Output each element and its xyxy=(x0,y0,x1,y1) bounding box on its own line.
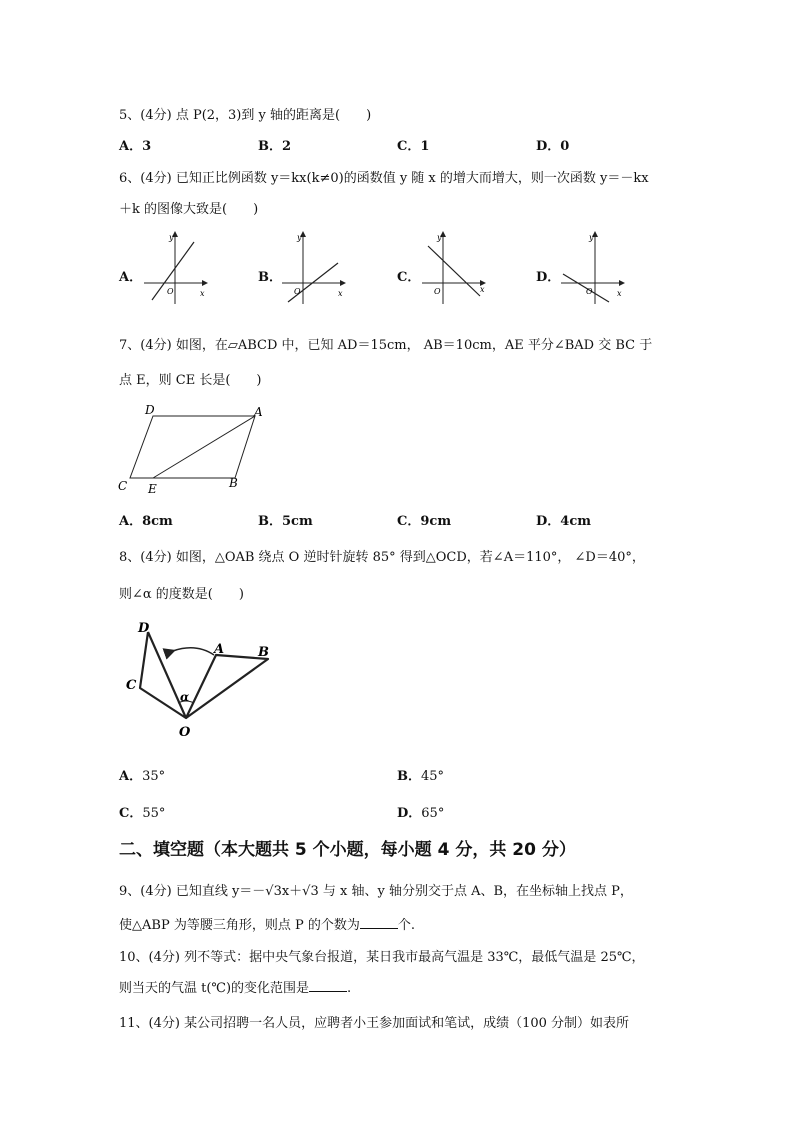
q7-option-c: C．9cm xyxy=(397,514,452,529)
q6-c-origin: O xyxy=(434,287,441,296)
q6-d-y-label: y xyxy=(589,233,594,242)
q6-graph-b xyxy=(278,228,350,306)
q10-answer-blank[interactable] xyxy=(309,979,347,992)
q5-option-d: D．0 xyxy=(536,139,570,154)
q7-option-d: D．4cm xyxy=(536,514,591,529)
q8-option-a: A．35° xyxy=(119,769,166,784)
q6-b-origin: O xyxy=(294,287,301,296)
q8-stem-line2: 则∠α 的度数是( ) xyxy=(119,587,244,602)
q8-option-d: D．65° xyxy=(397,806,445,821)
q9-stem-line2: 使△ABP 为等腰三角形，则点 P 的个数为 个. xyxy=(119,918,415,933)
q8-label-d: D xyxy=(138,621,150,636)
q6-a-x-label: x xyxy=(200,289,205,298)
q8-option-b: B．45° xyxy=(397,769,445,784)
q6-b-y-label: y xyxy=(297,233,302,242)
q7-stem-line1: 7、(4分) 如图，在▱ABCD 中，已知 AD＝15cm， AB＝10cm，AE 平分∠BAD 交 BC 于 xyxy=(119,338,653,353)
q6-a-origin: O xyxy=(167,287,174,296)
q7-label-c: C xyxy=(118,479,128,493)
q7-label-d: D xyxy=(145,403,155,417)
q6-option-b-label: B． xyxy=(258,270,282,285)
q10-stem-line2: 则当天的气温 t(℃)的变化范围是 . xyxy=(119,981,352,996)
q6-d-x-label: x xyxy=(617,289,622,298)
q7-label-a: A xyxy=(254,405,263,419)
q6-option-d-label: D． xyxy=(536,270,561,285)
q6-stem-line2: ＋k 的图像大致是( ) xyxy=(119,202,259,217)
q7-parallelogram-figure xyxy=(115,398,275,498)
q11-stem-line1: 11、(4分) 某公司招聘一名人员，应聘者小王参加面试和笔试，成绩（100 分制）如表所 xyxy=(119,1016,630,1031)
q6-a-y-label: y xyxy=(169,233,174,242)
q6-b-x-label: x xyxy=(338,289,343,298)
q6-c-x-label: x xyxy=(480,285,485,294)
q6-graph-c xyxy=(418,228,490,306)
q6-d-origin: O xyxy=(586,287,593,296)
q7-label-e: E xyxy=(148,482,157,496)
q8-label-c: C xyxy=(126,678,137,693)
q5-option-a: A．3 xyxy=(119,139,152,154)
q7-stem-line2: 点 E，则 CE 长是( ) xyxy=(119,373,262,388)
q7-option-b: B．5cm xyxy=(258,514,313,529)
q8-label-alpha: α xyxy=(180,690,190,704)
q6-c-y-label: y xyxy=(437,233,442,242)
q5-option-c: C．1 xyxy=(397,139,430,154)
q6-option-c-label: C． xyxy=(397,270,421,285)
q5-option-b: B．2 xyxy=(258,139,292,154)
q7-option-a: A．8cm xyxy=(119,514,173,529)
q8-rotation-figure xyxy=(118,615,278,740)
q7-label-b: B xyxy=(229,476,238,490)
q10-stem-line1: 10、(4分) 列不等式：据中央气象台报道，某日我市最高气温是 33℃，最低气温是 25℃， xyxy=(119,950,645,965)
q5-stem: 5、(4分) 点 P(2，3)到 y 轴的距离是( ) xyxy=(119,108,372,123)
q6-stem-line1: 6、(4分) 已知正比例函数 y＝kx(k≠0)的函数值 y 随 x 的增大而增大，则一次函数 y＝－kx xyxy=(119,171,649,186)
q6-graph-a xyxy=(140,228,212,306)
q6-option-a-label: A． xyxy=(119,270,143,285)
q8-option-c: C．55° xyxy=(119,806,166,821)
q8-label-a: A xyxy=(214,642,225,657)
q8-label-o: O xyxy=(179,725,191,740)
section-2-title: 二、填空题（本大题共 5 个小题，每小题 4 分，共 20 分） xyxy=(119,840,576,860)
q9-answer-blank[interactable] xyxy=(360,916,398,929)
q8-label-b: B xyxy=(258,645,269,660)
q6-graph-d xyxy=(557,228,629,306)
q8-stem-line1: 8、(4分) 如图，△OAB 绕点 O 逆时针旋转 85° 得到△OCD，若∠A＝110°， ∠D＝40°， xyxy=(119,550,645,565)
q9-stem-line1: 9、(4分) 已知直线 y＝－√3x＋√3 与 x 轴、y 轴分别交于点 A、B，在坐标轴上找点 P， xyxy=(119,884,633,899)
